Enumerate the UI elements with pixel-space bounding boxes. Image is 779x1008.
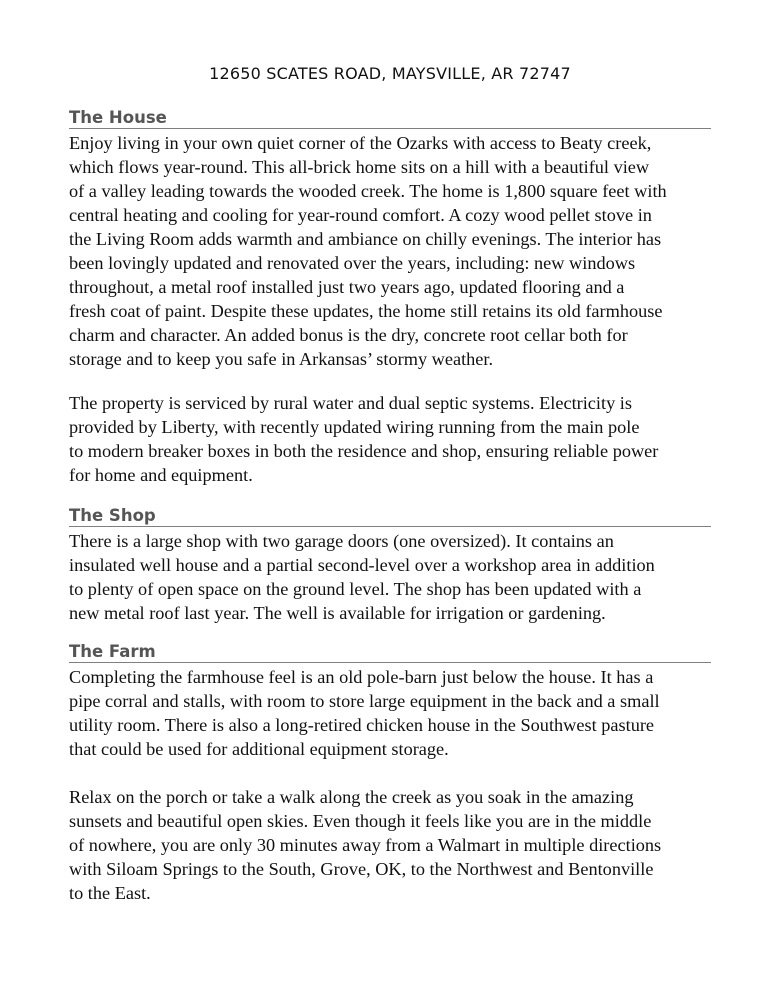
text-line: of nowhere, you are only 30 minutes away from a Walmart in multiple directions [69, 835, 662, 855]
text-line: been lovingly updated and renovated over the years, including: new windows [69, 253, 636, 273]
farm-description-paragraph [69, 665, 711, 761]
text-line: There is a large shop with two garage doors (one oversized). It contains an [69, 531, 614, 551]
text-line: The property is serviced by rural water and dual septic systems. Electricity is [69, 393, 632, 413]
text-line: with Siloam Springs to the South, Grove, OK, to the Northwest and Bentonville [69, 859, 654, 879]
text-line: to the East. [69, 883, 151, 903]
text-line: throughout, a metal roof installed just two years ago, updated flooring and a [69, 277, 625, 297]
text-line: to plenty of open space on the ground level. The shop has been updated with a [69, 579, 642, 599]
text-line: Enjoy living in your own quiet corner of the Ozarks with access to Beaty creek, [69, 133, 652, 153]
property-address: 12650 SCATES ROAD, MAYSVILLE, AR 72747 [209, 64, 571, 83]
text-line: to modern breaker boxes in both the residence and shop, ensuring reliable power [69, 441, 659, 461]
text-line: new metal roof last year. The well is available for irrigation or gardening. [69, 603, 606, 623]
text-line: fresh coat of paint. Despite these updates, the home still retains its old farmhouse [69, 301, 663, 321]
utilities-paragraph [69, 391, 711, 487]
section-heading-shop: The Shop [69, 506, 711, 527]
text-line: provided by Liberty, with recently updated wiring running from the main pole [69, 417, 640, 437]
text-line: insulated well house and a partial second-level over a workshop area in addition [69, 555, 655, 575]
text-line: the Living Room adds warmth and ambiance on chilly evenings. The interior has [69, 229, 662, 249]
text-line: pipe corral and stalls, with room to store large equipment in the back and a small [69, 691, 660, 711]
text-line: of a valley leading towards the wooded creek. The home is 1,800 square feet with [69, 181, 667, 201]
text-line: sunsets and beautiful open skies. Even though it feels like you are in the middle [69, 811, 652, 831]
section-heading-farm: The Farm [69, 642, 711, 663]
text-line: utility room. There is also a long-retired chicken house in the Southwest pasture [69, 715, 655, 735]
house-description-paragraph [69, 131, 711, 371]
section-heading-house: The House [69, 108, 711, 129]
location-paragraph [69, 785, 711, 905]
text-line: Relax on the porch or take a walk along the creek as you soak in the amazing [69, 787, 634, 807]
shop-description-paragraph [69, 529, 711, 625]
text-line: for home and equipment. [69, 465, 253, 485]
text-line: that could be used for additional equipment storage. [69, 739, 449, 759]
text-line: Completing the farmhouse feel is an old pole-barn just below the house. It has a [69, 667, 654, 687]
text-line: storage and to keep you safe in Arkansas’ stormy weather. [69, 349, 494, 369]
text-line: charm and character. An added bonus is the dry, concrete root cellar both for [69, 325, 628, 345]
text-line: which flows year-round. This all-brick home sits on a hill with a beautiful view [69, 157, 650, 177]
text-line: central heating and cooling for year-round comfort. A cozy wood pellet stove in [69, 205, 652, 225]
